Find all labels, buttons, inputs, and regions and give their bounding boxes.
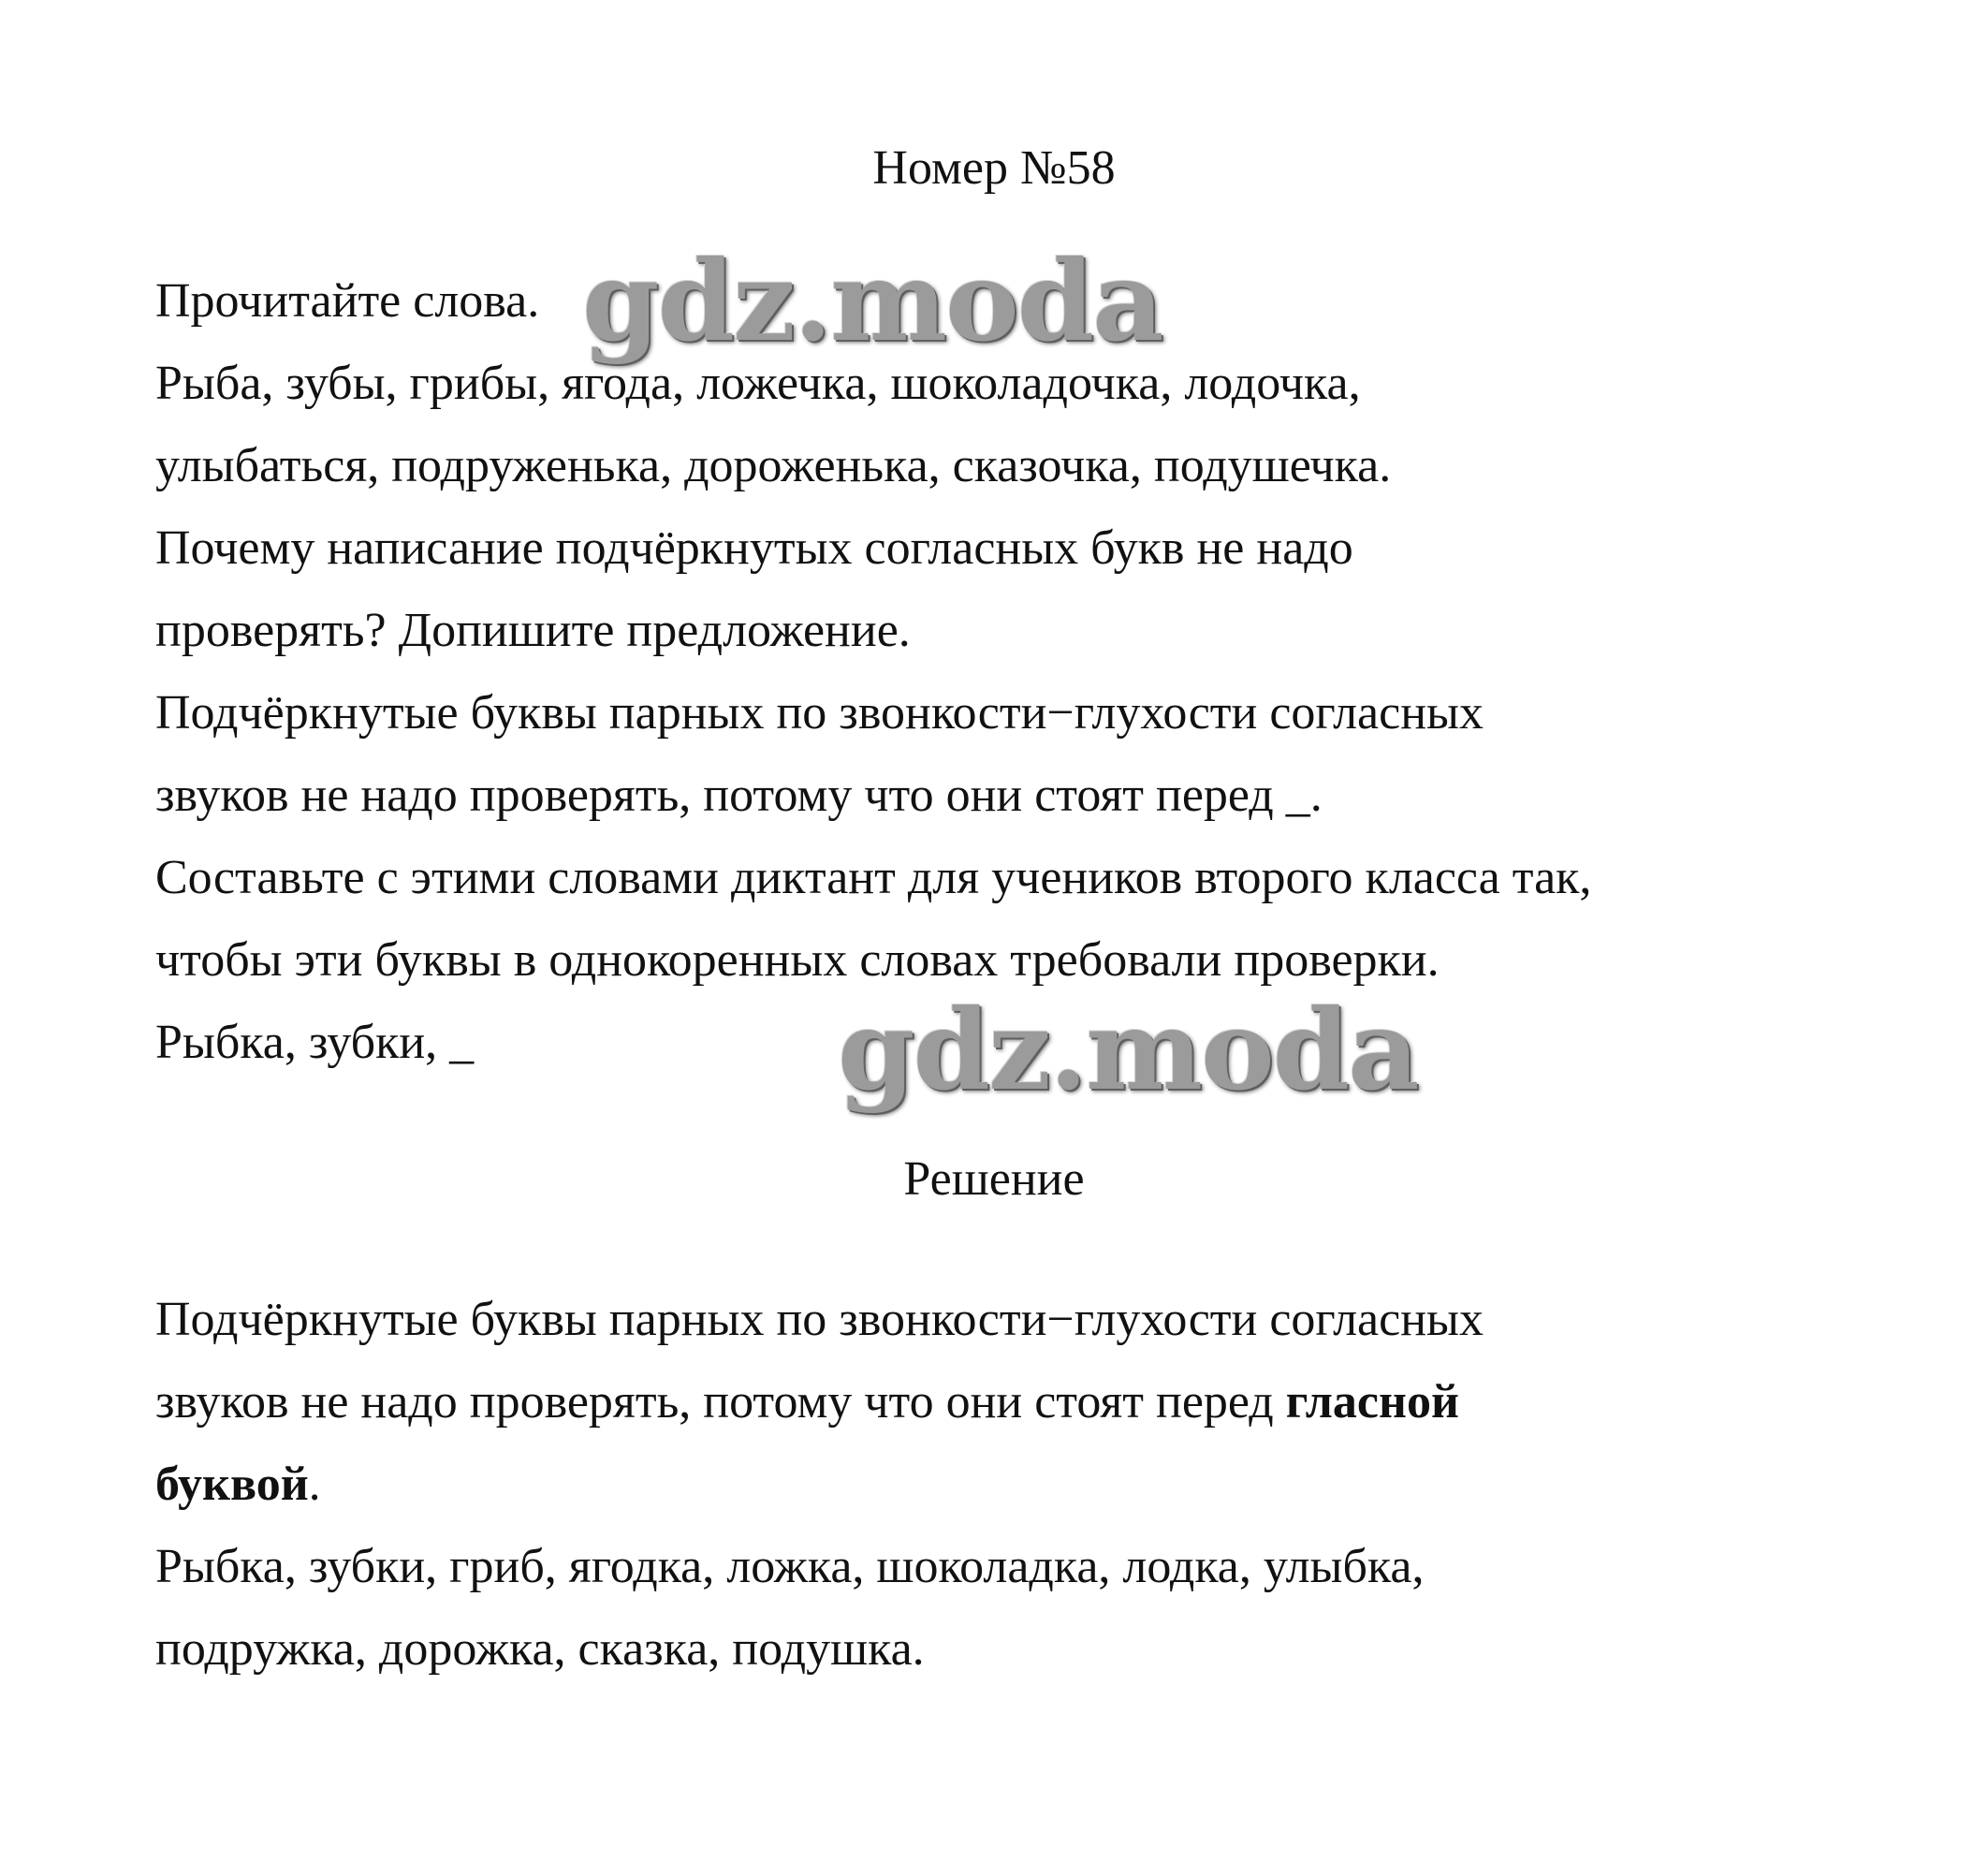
- watermark-logo: gdz.moda: [582, 236, 1162, 366]
- solution-text-segment: звуков не надо проверять, потому что они стоят перед: [155, 1375, 1286, 1429]
- solution-line: [155, 1361, 1878, 1443]
- task-line: Рыбка, зубки, _: [155, 1016, 475, 1069]
- watermark-logo: gdz.moda: [838, 985, 1418, 1115]
- task-line: звуков не надо проверять, потому что они стоят перед _.: [155, 769, 1323, 822]
- solution-line: подружка, дорожка, сказка, подушка.: [155, 1622, 925, 1676]
- task-line: проверять? Допишите предложение.: [155, 604, 911, 657]
- task-line: улыбаться, подруженька, дороженька, сказочка, подушечка.: [155, 439, 1392, 492]
- answer-bold-text: гласной: [1285, 1375, 1459, 1429]
- answer-bold-text: буквой: [155, 1458, 309, 1511]
- task-line: чтобы эти буквы в однокоренных словах требовали проверки.: [155, 933, 1440, 987]
- solution-text-segment: .: [308, 1458, 321, 1511]
- solution-line: [155, 1443, 1878, 1526]
- task-text: [155, 260, 1878, 1084]
- task-line: Составьте с этими словами диктант для учеников второго класса так,: [155, 851, 1592, 904]
- task-line: Прочитайте слова.: [155, 274, 540, 328]
- solution-line: Подчёркнутые буквы парных по звонкости−глухости согласных: [155, 1293, 1484, 1346]
- task-line: Рыба, зубы, грибы, ягода, ложечка, шоколадочка, лодочка,: [155, 357, 1361, 410]
- solution-text: [155, 1279, 1878, 1691]
- solution-line: Рыбка, зубки, гриб, ягодка, ложка, шоколадка, лодка, улыбка,: [155, 1540, 1425, 1593]
- task-line: Почему написание подчёркнутых согласных букв не надо: [155, 521, 1353, 575]
- task-title: Номер №58: [872, 141, 1116, 195]
- task-line: Подчёркнутые буквы парных по звонкости−глухости согласных: [155, 686, 1484, 740]
- solution-title: Решение: [903, 1152, 1085, 1206]
